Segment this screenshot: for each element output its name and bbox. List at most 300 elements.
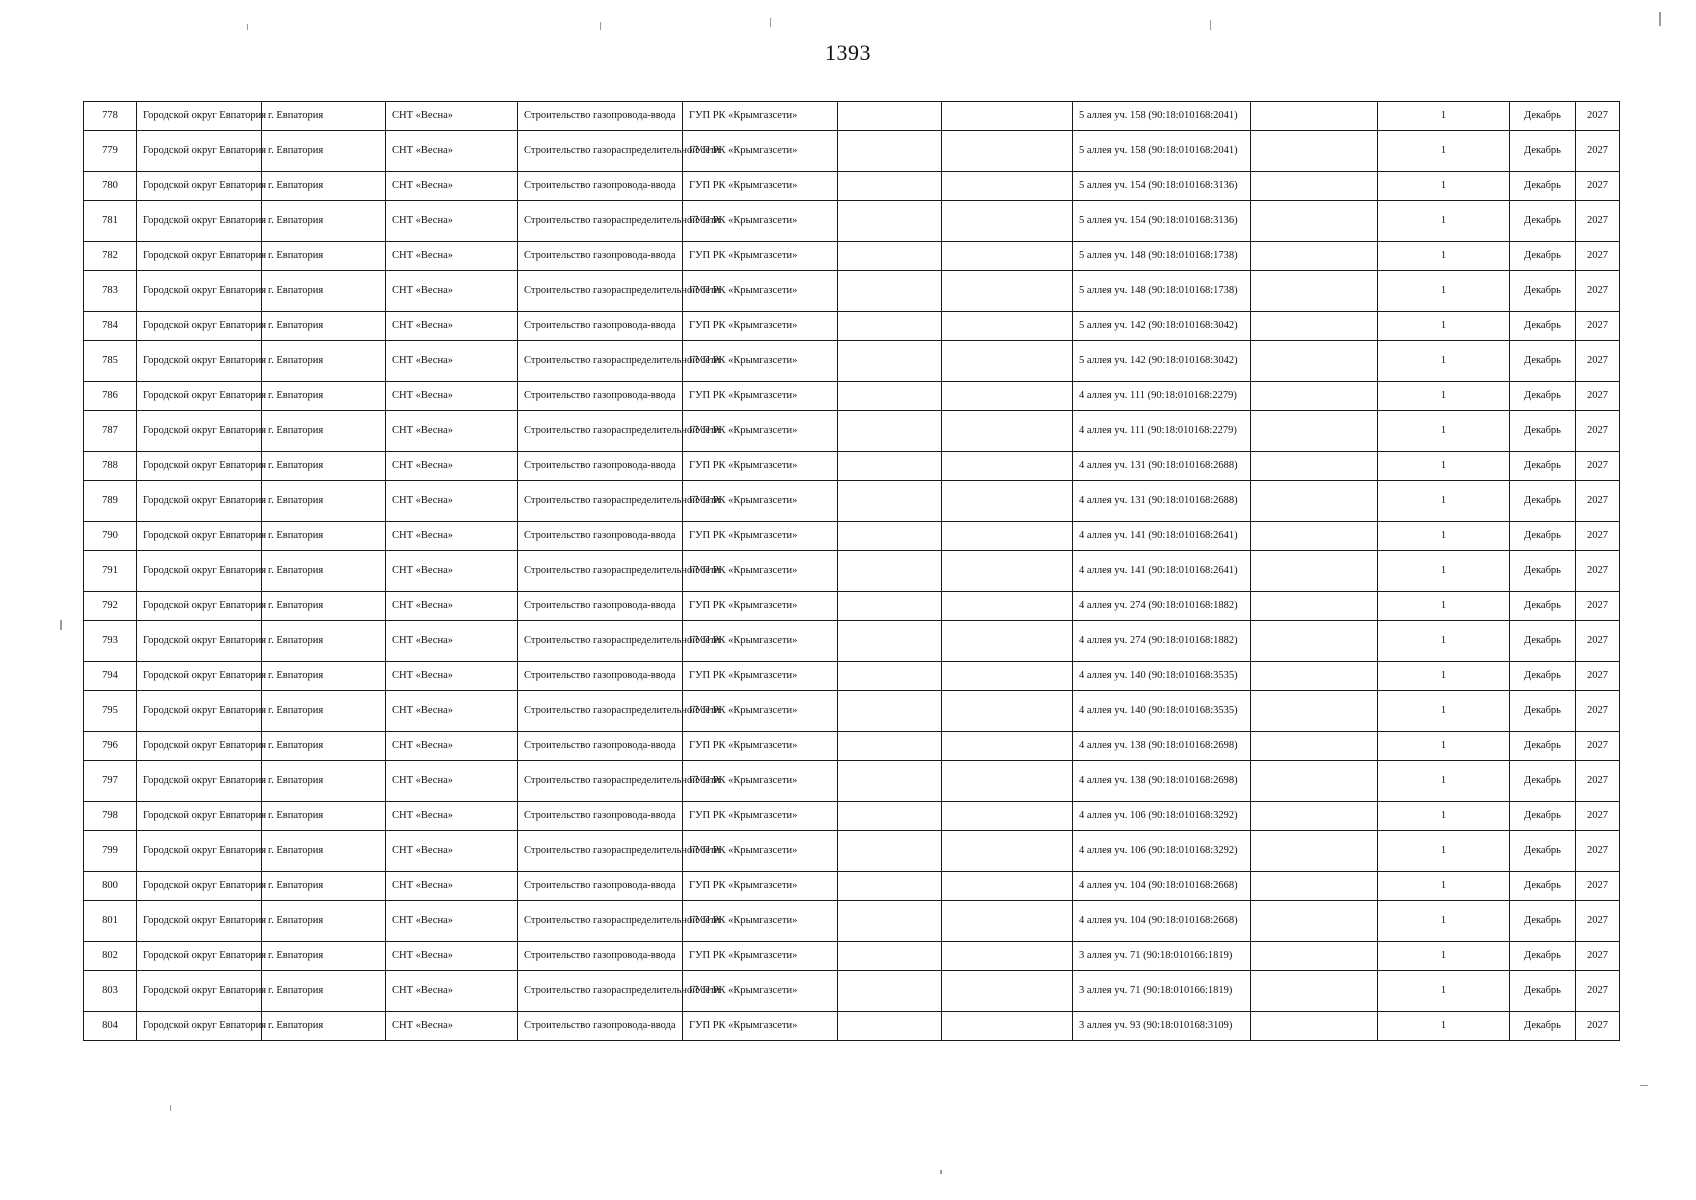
row-number: 803: [84, 971, 137, 1012]
gasification-schedule-table: [83, 101, 1620, 1041]
empty-cell: [838, 242, 942, 271]
empty-cell: [838, 271, 942, 312]
city-cell: г. Евпатория: [262, 312, 386, 341]
snt-cell: СНТ «Весна»: [386, 802, 518, 831]
district-cell: Городской округ Евпатория: [137, 901, 262, 942]
work-type-cell: Строительство газопровода-ввода: [518, 662, 683, 691]
empty-cell: [838, 761, 942, 802]
row-number: 786: [84, 382, 137, 411]
district-cell: Городской округ Евпатория: [137, 592, 262, 621]
city-cell: г. Евпатория: [262, 971, 386, 1012]
empty-cell: [942, 802, 1073, 831]
location-cell: 4 аллея уч. 140 (90:18:010168:3535): [1073, 662, 1251, 691]
work-type-cell: Строительство газораспределительной сети: [518, 411, 683, 452]
quantity-cell: 1: [1378, 481, 1510, 522]
work-type-cell: Строительство газораспределительной сети: [518, 971, 683, 1012]
snt-cell: СНТ «Весна»: [386, 942, 518, 971]
row-number: 778: [84, 102, 137, 131]
empty-cell: [942, 411, 1073, 452]
empty-cell: [1251, 621, 1378, 662]
row-number: 790: [84, 522, 137, 551]
year-cell: 2027: [1576, 411, 1620, 452]
work-type-cell: Строительство газораспределительной сети: [518, 131, 683, 172]
table-row: [84, 271, 1620, 312]
district-cell: Городской округ Евпатория: [137, 761, 262, 802]
city-cell: г. Евпатория: [262, 271, 386, 312]
empty-cell: [838, 691, 942, 732]
organization-cell: ГУП РК «Крымгазсети»: [683, 691, 838, 732]
organization-cell: ГУП РК «Крымгазсети»: [683, 901, 838, 942]
snt-cell: СНТ «Весна»: [386, 382, 518, 411]
snt-cell: СНТ «Весна»: [386, 271, 518, 312]
location-cell: 4 аллея уч. 274 (90:18:010168:1882): [1073, 592, 1251, 621]
empty-cell: [838, 201, 942, 242]
empty-cell: [1251, 1012, 1378, 1041]
empty-cell: [942, 662, 1073, 691]
month-cell: Декабрь: [1510, 732, 1576, 761]
empty-cell: [942, 1012, 1073, 1041]
month-cell: Декабрь: [1510, 411, 1576, 452]
empty-cell: [1251, 522, 1378, 551]
row-number: 804: [84, 1012, 137, 1041]
quantity-cell: 1: [1378, 872, 1510, 901]
district-cell: Городской округ Евпатория: [137, 271, 262, 312]
work-type-cell: Строительство газопровода-ввода: [518, 872, 683, 901]
row-number: 794: [84, 662, 137, 691]
row-number: 798: [84, 802, 137, 831]
month-cell: Декабрь: [1510, 312, 1576, 341]
empty-cell: [1251, 452, 1378, 481]
table-row: [84, 102, 1620, 131]
snt-cell: СНТ «Весна»: [386, 691, 518, 732]
empty-cell: [838, 662, 942, 691]
empty-cell: [1251, 592, 1378, 621]
organization-cell: ГУП РК «Крымгазсети»: [683, 312, 838, 341]
empty-cell: [838, 452, 942, 481]
snt-cell: СНТ «Весна»: [386, 662, 518, 691]
table-row: [84, 592, 1620, 621]
table-row: [84, 1012, 1620, 1041]
snt-cell: СНТ «Весна»: [386, 102, 518, 131]
location-cell: 5 аллея уч. 142 (90:18:010168:3042): [1073, 312, 1251, 341]
quantity-cell: 1: [1378, 761, 1510, 802]
location-cell: 5 аллея уч. 154 (90:18:010168:3136): [1073, 172, 1251, 201]
row-number: 796: [84, 732, 137, 761]
row-number: 787: [84, 411, 137, 452]
location-cell: 4 аллея уч. 111 (90:18:010168:2279): [1073, 411, 1251, 452]
month-cell: Декабрь: [1510, 452, 1576, 481]
snt-cell: СНТ «Весна»: [386, 872, 518, 901]
district-cell: Городской округ Евпатория: [137, 691, 262, 732]
table-row: [84, 172, 1620, 201]
empty-cell: [942, 201, 1073, 242]
organization-cell: ГУП РК «Крымгазсети»: [683, 732, 838, 761]
quantity-cell: 1: [1378, 551, 1510, 592]
location-cell: 4 аллея уч. 141 (90:18:010168:2641): [1073, 551, 1251, 592]
empty-cell: [1251, 172, 1378, 201]
empty-cell: [942, 481, 1073, 522]
month-cell: Декабрь: [1510, 691, 1576, 732]
snt-cell: СНТ «Весна»: [386, 411, 518, 452]
work-type-cell: Строительство газопровода-ввода: [518, 242, 683, 271]
district-cell: Городской округ Евпатория: [137, 732, 262, 761]
district-cell: Городской округ Евпатория: [137, 872, 262, 901]
month-cell: Декабрь: [1510, 761, 1576, 802]
table-row: [84, 341, 1620, 382]
organization-cell: ГУП РК «Крымгазсети»: [683, 201, 838, 242]
city-cell: г. Евпатория: [262, 1012, 386, 1041]
table-row: [84, 201, 1620, 242]
work-type-cell: Строительство газораспределительной сети: [518, 481, 683, 522]
district-cell: Городской округ Евпатория: [137, 802, 262, 831]
city-cell: г. Евпатория: [262, 411, 386, 452]
district-cell: Городской округ Евпатория: [137, 971, 262, 1012]
work-type-cell: Строительство газораспределительной сети: [518, 901, 683, 942]
empty-cell: [1251, 242, 1378, 271]
snt-cell: СНТ «Весна»: [386, 831, 518, 872]
empty-cell: [838, 341, 942, 382]
quantity-cell: 1: [1378, 452, 1510, 481]
district-cell: Городской округ Евпатория: [137, 452, 262, 481]
work-type-cell: Строительство газопровода-ввода: [518, 452, 683, 481]
quantity-cell: 1: [1378, 242, 1510, 271]
year-cell: 2027: [1576, 312, 1620, 341]
location-cell: 5 аллея уч. 142 (90:18:010168:3042): [1073, 341, 1251, 382]
empty-cell: [1251, 872, 1378, 901]
snt-cell: СНТ «Весна»: [386, 452, 518, 481]
snt-cell: СНТ «Весна»: [386, 481, 518, 522]
empty-cell: [942, 341, 1073, 382]
district-cell: Городской округ Евпатория: [137, 551, 262, 592]
organization-cell: ГУП РК «Крымгазсети»: [683, 662, 838, 691]
work-type-cell: Строительство газопровода-ввода: [518, 732, 683, 761]
city-cell: г. Евпатория: [262, 872, 386, 901]
snt-cell: СНТ «Весна»: [386, 1012, 518, 1041]
month-cell: Декабрь: [1510, 172, 1576, 201]
row-number: 802: [84, 942, 137, 971]
year-cell: 2027: [1576, 942, 1620, 971]
location-cell: 4 аллея уч. 274 (90:18:010168:1882): [1073, 621, 1251, 662]
quantity-cell: 1: [1378, 382, 1510, 411]
page-number: 1393: [825, 40, 871, 65]
table-row: [84, 662, 1620, 691]
empty-cell: [942, 942, 1073, 971]
month-cell: Декабрь: [1510, 271, 1576, 312]
work-type-cell: Строительство газораспределительной сети: [518, 691, 683, 732]
snt-cell: СНТ «Весна»: [386, 901, 518, 942]
row-number: 781: [84, 201, 137, 242]
empty-cell: [942, 312, 1073, 341]
empty-cell: [838, 131, 942, 172]
city-cell: г. Евпатория: [262, 732, 386, 761]
organization-cell: ГУП РК «Крымгазсети»: [683, 761, 838, 802]
snt-cell: СНТ «Весна»: [386, 201, 518, 242]
table-row: [84, 551, 1620, 592]
year-cell: 2027: [1576, 201, 1620, 242]
empty-cell: [838, 942, 942, 971]
empty-cell: [1251, 271, 1378, 312]
location-cell: 4 аллея уч. 106 (90:18:010168:3292): [1073, 802, 1251, 831]
city-cell: г. Евпатория: [262, 802, 386, 831]
work-type-cell: Строительство газопровода-ввода: [518, 802, 683, 831]
table-row: [84, 691, 1620, 732]
empty-cell: [838, 172, 942, 201]
empty-cell: [838, 481, 942, 522]
empty-cell: [942, 971, 1073, 1012]
empty-cell: [1251, 102, 1378, 131]
city-cell: г. Евпатория: [262, 201, 386, 242]
empty-cell: [1251, 312, 1378, 341]
row-number: 780: [84, 172, 137, 201]
empty-cell: [1251, 732, 1378, 761]
year-cell: 2027: [1576, 481, 1620, 522]
city-cell: г. Евпатория: [262, 662, 386, 691]
empty-cell: [942, 691, 1073, 732]
row-number: 791: [84, 551, 137, 592]
row-number: 800: [84, 872, 137, 901]
district-cell: Городской округ Евпатория: [137, 411, 262, 452]
row-number: 792: [84, 592, 137, 621]
empty-cell: [942, 592, 1073, 621]
empty-cell: [838, 551, 942, 592]
empty-cell: [1251, 662, 1378, 691]
location-cell: 3 аллея уч. 93 (90:18:010168:3109): [1073, 1012, 1251, 1041]
year-cell: 2027: [1576, 271, 1620, 312]
year-cell: 2027: [1576, 592, 1620, 621]
month-cell: Декабрь: [1510, 1012, 1576, 1041]
organization-cell: ГУП РК «Крымгазсети»: [683, 341, 838, 382]
city-cell: г. Евпатория: [262, 341, 386, 382]
district-cell: Городской округ Евпатория: [137, 831, 262, 872]
row-number: 785: [84, 341, 137, 382]
empty-cell: [838, 522, 942, 551]
location-cell: 3 аллея уч. 71 (90:18:010166:1819): [1073, 971, 1251, 1012]
work-type-cell: Строительство газопровода-ввода: [518, 382, 683, 411]
district-cell: Городской округ Евпатория: [137, 621, 262, 662]
empty-cell: [942, 872, 1073, 901]
organization-cell: ГУП РК «Крымгазсети»: [683, 102, 838, 131]
row-number: 797: [84, 761, 137, 802]
organization-cell: ГУП РК «Крымгазсети»: [683, 872, 838, 901]
empty-cell: [838, 901, 942, 942]
table-row: [84, 522, 1620, 551]
month-cell: Декабрь: [1510, 592, 1576, 621]
empty-cell: [942, 551, 1073, 592]
organization-cell: ГУП РК «Крымгазсети»: [683, 382, 838, 411]
year-cell: 2027: [1576, 102, 1620, 131]
empty-cell: [838, 312, 942, 341]
year-cell: 2027: [1576, 802, 1620, 831]
quantity-cell: 1: [1378, 971, 1510, 1012]
organization-cell: ГУП РК «Крымгазсети»: [683, 271, 838, 312]
location-cell: 4 аллея уч. 111 (90:18:010168:2279): [1073, 382, 1251, 411]
district-cell: Городской округ Евпатория: [137, 242, 262, 271]
district-cell: Городской округ Евпатория: [137, 201, 262, 242]
location-cell: 4 аллея уч. 131 (90:18:010168:2688): [1073, 481, 1251, 522]
empty-cell: [942, 382, 1073, 411]
empty-cell: [1251, 551, 1378, 592]
empty-cell: [838, 872, 942, 901]
empty-cell: [1251, 411, 1378, 452]
location-cell: 4 аллея уч. 106 (90:18:010168:3292): [1073, 831, 1251, 872]
city-cell: г. Евпатория: [262, 761, 386, 802]
empty-cell: [1251, 761, 1378, 802]
table-body: [84, 102, 1620, 1041]
month-cell: Декабрь: [1510, 341, 1576, 382]
organization-cell: ГУП РК «Крымгазсети»: [683, 1012, 838, 1041]
location-cell: 4 аллея уч. 138 (90:18:010168:2698): [1073, 761, 1251, 802]
city-cell: г. Евпатория: [262, 901, 386, 942]
quantity-cell: 1: [1378, 662, 1510, 691]
organization-cell: ГУП РК «Крымгазсети»: [683, 831, 838, 872]
quantity-cell: 1: [1378, 1012, 1510, 1041]
year-cell: 2027: [1576, 691, 1620, 732]
month-cell: Декабрь: [1510, 102, 1576, 131]
location-cell: 5 аллея уч. 158 (90:18:010168:2041): [1073, 131, 1251, 172]
year-cell: 2027: [1576, 872, 1620, 901]
table-row: [84, 732, 1620, 761]
empty-cell: [942, 901, 1073, 942]
year-cell: 2027: [1576, 662, 1620, 691]
snt-cell: СНТ «Весна»: [386, 172, 518, 201]
empty-cell: [838, 102, 942, 131]
organization-cell: ГУП РК «Крымгазсети»: [683, 802, 838, 831]
year-cell: 2027: [1576, 901, 1620, 942]
empty-cell: [838, 802, 942, 831]
location-cell: 4 аллея уч. 140 (90:18:010168:3535): [1073, 691, 1251, 732]
city-cell: г. Евпатория: [262, 481, 386, 522]
work-type-cell: Строительство газопровода-ввода: [518, 1012, 683, 1041]
quantity-cell: 1: [1378, 732, 1510, 761]
snt-cell: СНТ «Весна»: [386, 592, 518, 621]
month-cell: Декабрь: [1510, 551, 1576, 592]
empty-cell: [1251, 341, 1378, 382]
empty-cell: [838, 831, 942, 872]
snt-cell: СНТ «Весна»: [386, 242, 518, 271]
empty-cell: [942, 621, 1073, 662]
empty-cell: [838, 732, 942, 761]
city-cell: г. Евпатория: [262, 452, 386, 481]
year-cell: 2027: [1576, 621, 1620, 662]
work-type-cell: Строительство газопровода-ввода: [518, 592, 683, 621]
work-type-cell: Строительство газораспределительной сети: [518, 551, 683, 592]
quantity-cell: 1: [1378, 312, 1510, 341]
year-cell: 2027: [1576, 761, 1620, 802]
snt-cell: СНТ «Весна»: [386, 732, 518, 761]
district-cell: Городской округ Евпатория: [137, 382, 262, 411]
empty-cell: [1251, 802, 1378, 831]
work-type-cell: Строительство газораспределительной сети: [518, 761, 683, 802]
row-number: 795: [84, 691, 137, 732]
month-cell: Декабрь: [1510, 872, 1576, 901]
work-type-cell: Строительство газораспределительной сети: [518, 271, 683, 312]
empty-cell: [838, 1012, 942, 1041]
empty-cell: [942, 102, 1073, 131]
organization-cell: ГУП РК «Крымгазсети»: [683, 942, 838, 971]
year-cell: 2027: [1576, 341, 1620, 382]
year-cell: 2027: [1576, 971, 1620, 1012]
quantity-cell: 1: [1378, 901, 1510, 942]
snt-cell: СНТ «Весна»: [386, 621, 518, 662]
district-cell: Городской округ Евпатория: [137, 481, 262, 522]
month-cell: Декабрь: [1510, 901, 1576, 942]
empty-cell: [1251, 901, 1378, 942]
empty-cell: [1251, 942, 1378, 971]
quantity-cell: 1: [1378, 131, 1510, 172]
organization-cell: ГУП РК «Крымгазсети»: [683, 172, 838, 201]
month-cell: Декабрь: [1510, 522, 1576, 551]
city-cell: г. Евпатория: [262, 621, 386, 662]
district-cell: Городской округ Евпатория: [137, 131, 262, 172]
district-cell: Городской округ Евпатория: [137, 522, 262, 551]
quantity-cell: 1: [1378, 942, 1510, 971]
empty-cell: [1251, 201, 1378, 242]
quantity-cell: 1: [1378, 592, 1510, 621]
year-cell: 2027: [1576, 551, 1620, 592]
empty-cell: [942, 271, 1073, 312]
row-number: 789: [84, 481, 137, 522]
empty-cell: [1251, 131, 1378, 172]
city-cell: г. Евпатория: [262, 522, 386, 551]
row-number: 799: [84, 831, 137, 872]
quantity-cell: 1: [1378, 102, 1510, 131]
snt-cell: СНТ «Весна»: [386, 131, 518, 172]
year-cell: 2027: [1576, 131, 1620, 172]
empty-cell: [942, 761, 1073, 802]
empty-cell: [838, 382, 942, 411]
snt-cell: СНТ «Весна»: [386, 551, 518, 592]
organization-cell: ГУП РК «Крымгазсети»: [683, 452, 838, 481]
empty-cell: [942, 131, 1073, 172]
year-cell: 2027: [1576, 1012, 1620, 1041]
month-cell: Декабрь: [1510, 971, 1576, 1012]
snt-cell: СНТ «Весна»: [386, 312, 518, 341]
month-cell: Декабрь: [1510, 131, 1576, 172]
quantity-cell: 1: [1378, 831, 1510, 872]
empty-cell: [1251, 971, 1378, 1012]
table-row: [84, 971, 1620, 1012]
city-cell: г. Евпатория: [262, 131, 386, 172]
row-number: 783: [84, 271, 137, 312]
year-cell: 2027: [1576, 172, 1620, 201]
work-type-cell: Строительство газораспределительной сети: [518, 621, 683, 662]
year-cell: 2027: [1576, 732, 1620, 761]
organization-cell: ГУП РК «Крымгазсети»: [683, 551, 838, 592]
location-cell: 4 аллея уч. 104 (90:18:010168:2668): [1073, 872, 1251, 901]
work-type-cell: Строительство газопровода-ввода: [518, 942, 683, 971]
work-type-cell: Строительство газопровода-ввода: [518, 172, 683, 201]
city-cell: г. Евпатория: [262, 172, 386, 201]
empty-cell: [838, 411, 942, 452]
year-cell: 2027: [1576, 382, 1620, 411]
month-cell: Декабрь: [1510, 382, 1576, 411]
month-cell: Декабрь: [1510, 201, 1576, 242]
quantity-cell: 1: [1378, 172, 1510, 201]
district-cell: Городской округ Евпатория: [137, 102, 262, 131]
empty-cell: [838, 971, 942, 1012]
district-cell: Городской округ Евпатория: [137, 312, 262, 341]
empty-cell: [942, 831, 1073, 872]
month-cell: Декабрь: [1510, 662, 1576, 691]
quantity-cell: 1: [1378, 522, 1510, 551]
table-row: [84, 131, 1620, 172]
empty-cell: [838, 592, 942, 621]
location-cell: 4 аллея уч. 141 (90:18:010168:2641): [1073, 522, 1251, 551]
year-cell: 2027: [1576, 242, 1620, 271]
city-cell: г. Евпатория: [262, 242, 386, 271]
year-cell: 2027: [1576, 831, 1620, 872]
empty-cell: [942, 172, 1073, 201]
